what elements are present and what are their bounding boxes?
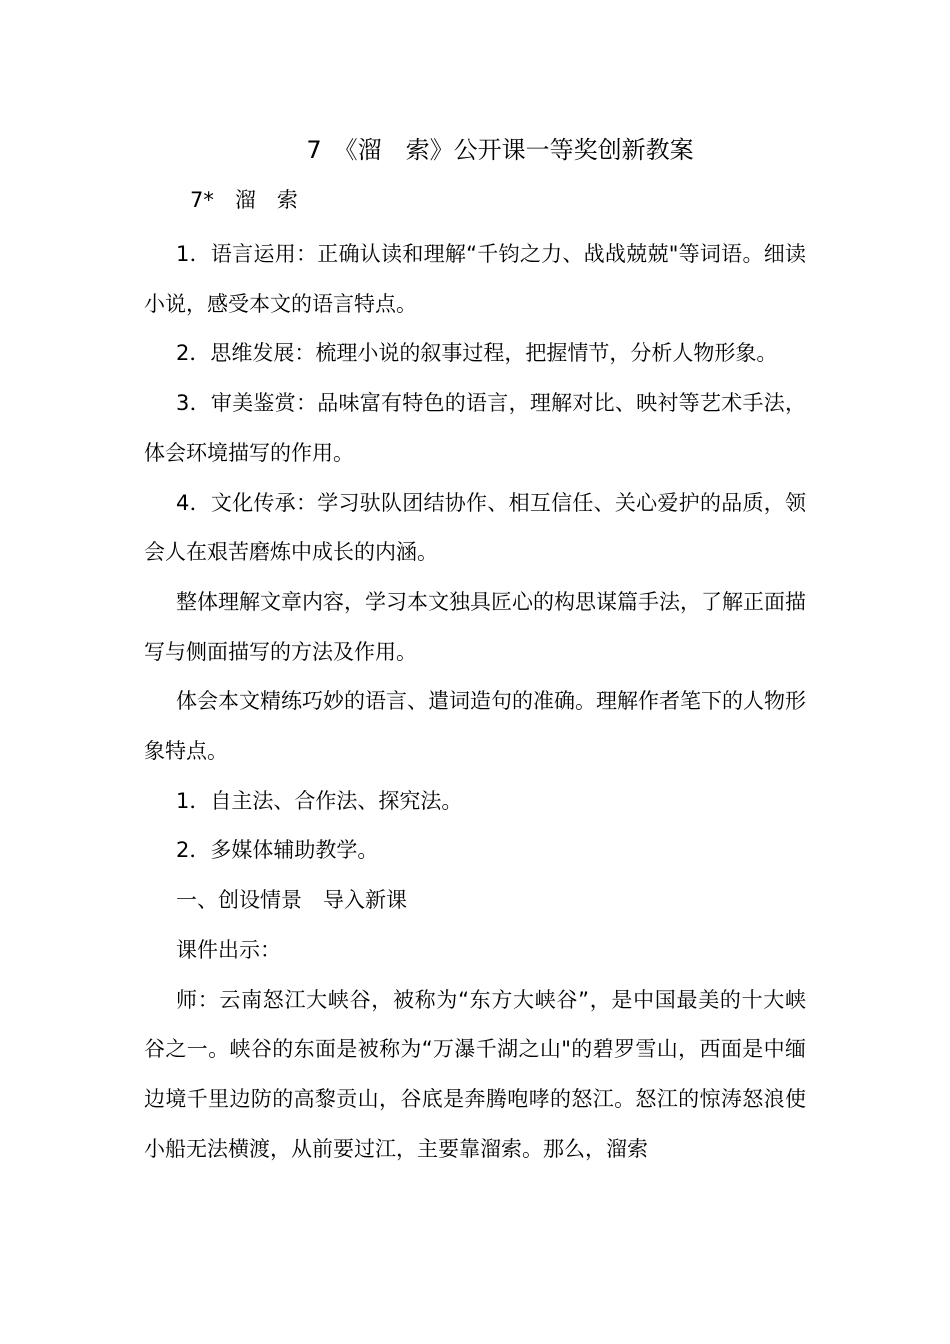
paragraph-key-point: 整体理解文章内容，学习本文独具匠心的构思谋篇手法，了解正面描写与侧面描写的方法及作用。 bbox=[144, 589, 806, 664]
paragraph-objective-thinking: 2．思维发展：梳理小说的叙事过程，把握情节，分析人物形象。 bbox=[176, 341, 778, 366]
paragraph-objective-language: 1．语言运用：正确认读和理解“千钧之力、战战兢兢"等词语。细读小说，感受本文的语言特点。 bbox=[144, 242, 806, 316]
document-title: 7 《溜 索》公开课一等奖创新教案 bbox=[306, 136, 694, 164]
paragraph-teacher-intro: 师：云南怒江大峡谷，被称为“东方大峡谷”，是中国最美的十大峡谷之一。峡谷的东面是被称为“万瀑千湖之山"的碧罗雪山，西面是中缅边境千里边防的高黎贡山，谷底是奔腾咆哮的怒江。怒江的惊涛怒浪使小船无法横渡，从前要过江，主要靠溜索。那么，溜索 bbox=[144, 987, 806, 1161]
paragraph-method-2: 2．多媒体辅助教学。 bbox=[176, 838, 379, 863]
paragraph-difficulty: 体会本文精练巧妙的语言、遣词造句的准确。理解作者笔下的人物形象特点。 bbox=[144, 689, 806, 764]
paragraph-courseware: 课件出示： bbox=[176, 937, 281, 962]
paragraph-objective-aesthetics: 3．审美鉴赏：品味富有特色的语言，理解对比、映衬等艺术手法，体会环境描写的作用。 bbox=[144, 391, 806, 465]
section-heading: 7* 溜 索 bbox=[190, 188, 298, 212]
paragraph-objective-culture: 4．文化传承：学习驮队团结协作、相互信任、关心爱护的品质，领会人在艰苦磨炼中成长的内涵。 bbox=[144, 490, 806, 565]
document-body bbox=[144, 230, 806, 1174]
paragraph-method-1: 1．自主法、合作法、探究法。 bbox=[176, 788, 463, 813]
paragraph-step-heading: 一、创设情景 导入新课 bbox=[176, 888, 407, 913]
